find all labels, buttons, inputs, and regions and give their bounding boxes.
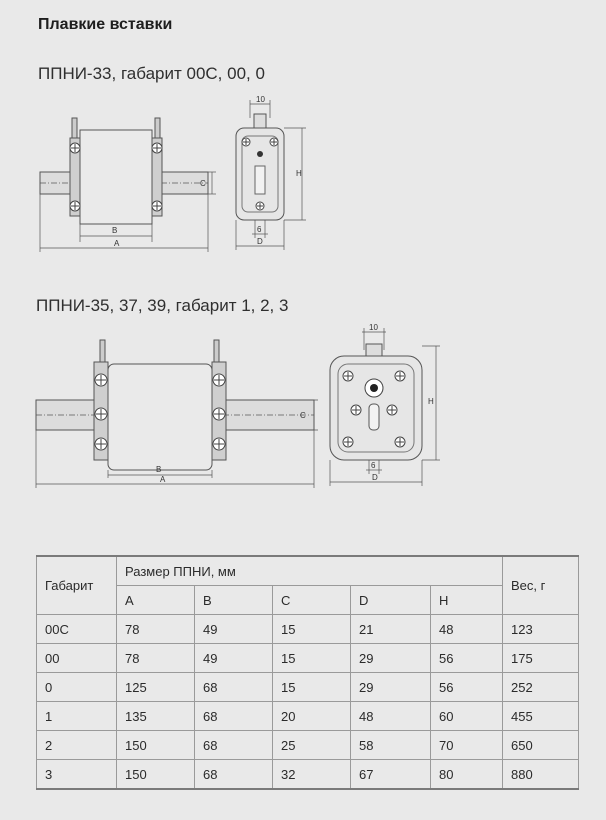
- fuse-side-view-small: [40, 118, 220, 258]
- header-c: C: [273, 586, 351, 615]
- table-row: [37, 615, 579, 644]
- cell-b: 68: [195, 702, 273, 731]
- cell-d: 29: [351, 673, 431, 702]
- cell-weight: 123: [503, 615, 579, 644]
- dim-a-label-large: A: [160, 475, 166, 484]
- cell-d: 67: [351, 760, 431, 790]
- cell-weight: 252: [503, 673, 579, 702]
- cell-gabarit: 0: [37, 673, 117, 702]
- page-title: Плавкие вставки: [38, 16, 173, 33]
- header-h: H: [431, 586, 503, 615]
- cell-h: 48: [431, 615, 503, 644]
- cell-weight: 455: [503, 702, 579, 731]
- dim-c-label: C: [200, 179, 206, 188]
- dim-a-label: A: [114, 239, 120, 248]
- cell-a: 150: [117, 731, 195, 760]
- dim-b-label-large: B: [156, 465, 162, 474]
- dim-c-label-large: C: [300, 411, 306, 420]
- cell-h: 80: [431, 760, 503, 790]
- cell-weight: 880: [503, 760, 579, 790]
- cell-a: 150: [117, 760, 195, 790]
- fuse-dimensions-table: [36, 555, 579, 790]
- dim-h-label: H: [296, 169, 302, 178]
- cell-d: 29: [351, 644, 431, 673]
- cell-a: 135: [117, 702, 195, 731]
- cell-a: 78: [117, 615, 195, 644]
- header-size: Размер ППНИ, мм: [117, 556, 503, 586]
- cell-c: 32: [273, 760, 351, 790]
- dim-10-label-large: 10: [369, 323, 378, 332]
- cell-b: 49: [195, 615, 273, 644]
- cell-h: 56: [431, 673, 503, 702]
- dim-h-label-large: H: [428, 397, 434, 406]
- fuse-front-view-large: [326, 320, 446, 490]
- cell-b: 68: [195, 673, 273, 702]
- header-d: D: [351, 586, 431, 615]
- cell-d: 21: [351, 615, 431, 644]
- cell-d: 48: [351, 702, 431, 731]
- table-row: [37, 731, 579, 760]
- header-b: B: [195, 586, 273, 615]
- cell-h: 70: [431, 731, 503, 760]
- cell-gabarit: 3: [37, 760, 117, 790]
- cell-weight: 175: [503, 644, 579, 673]
- cell-c: 15: [273, 615, 351, 644]
- cell-c: 15: [273, 644, 351, 673]
- dim-d-label-large: D: [372, 473, 378, 482]
- cell-a: 78: [117, 644, 195, 673]
- cell-h: 60: [431, 702, 503, 731]
- cell-gabarit: 00: [37, 644, 117, 673]
- section-title-ppni-35: ППНИ-35, 37, 39, габарит 1, 2, 3: [36, 296, 289, 315]
- cell-gabarit: 00C: [37, 615, 117, 644]
- cell-b: 68: [195, 760, 273, 790]
- cell-weight: 650: [503, 731, 579, 760]
- table-row: [37, 760, 579, 790]
- table-row: [37, 702, 579, 731]
- dim-10-label: 10: [256, 95, 265, 104]
- cell-h: 56: [431, 644, 503, 673]
- table-row: [37, 644, 579, 673]
- cell-gabarit: 2: [37, 731, 117, 760]
- header-weight: Вес, г: [503, 556, 579, 615]
- cell-c: 25: [273, 731, 351, 760]
- table-row: [37, 673, 579, 702]
- fuse-side-view-large: [36, 340, 326, 490]
- header-gabarit: Габарит: [37, 556, 117, 615]
- dim-d-label: D: [257, 237, 263, 246]
- header-a: A: [117, 586, 195, 615]
- cell-a: 125: [117, 673, 195, 702]
- dim-b-label: B: [112, 226, 118, 235]
- cell-b: 49: [195, 644, 273, 673]
- cell-c: 15: [273, 673, 351, 702]
- fuse-front-view-small: [230, 92, 320, 252]
- cell-c: 20: [273, 702, 351, 731]
- cell-b: 68: [195, 731, 273, 760]
- dim-6-label-large: 6: [371, 461, 376, 470]
- cell-gabarit: 1: [37, 702, 117, 731]
- cell-d: 58: [351, 731, 431, 760]
- dim-6-label: 6: [257, 225, 262, 234]
- section-title-ppni-33: ППНИ-33, габарит 00С, 00, 0: [38, 64, 265, 83]
